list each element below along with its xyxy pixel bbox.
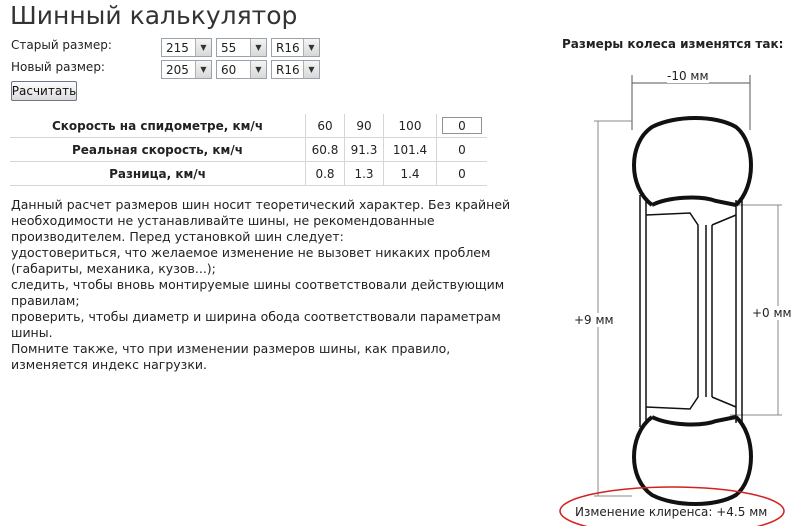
rim-change-label: +0 мм bbox=[752, 306, 792, 320]
diameter-change-label: +9 мм bbox=[574, 313, 614, 327]
width-dimension bbox=[632, 75, 750, 130]
diameter-dimension bbox=[594, 121, 632, 496]
new-profile-value: 60 bbox=[221, 62, 237, 77]
speed-table bbox=[10, 114, 487, 186]
rim-profile bbox=[640, 195, 742, 427]
new-width-value: 205 bbox=[166, 62, 189, 77]
chevron-down-icon: ▼ bbox=[195, 39, 211, 56]
clearance-change-label: Изменение клиренса: +4.5 мм bbox=[575, 505, 768, 519]
table-row bbox=[10, 138, 487, 162]
row-label: Скорость на спидометре, км/ч bbox=[10, 114, 306, 138]
table-row bbox=[10, 162, 487, 186]
chevron-down-icon: ▼ bbox=[250, 61, 266, 78]
new-size-label: Новый размер: bbox=[11, 60, 105, 74]
description-paragraph: Данный расчет размеров шин носит теоретический характер. Без крайней необходимости не устанавливайте шины, не рекомендованные производителем. Перед установкой шин следует: bbox=[11, 197, 511, 244]
description-text bbox=[11, 197, 511, 373]
table-cell: 91.3 bbox=[345, 138, 384, 162]
table-cell: 100 bbox=[384, 114, 437, 138]
old-size-label: Старый размер: bbox=[11, 38, 112, 52]
old-profile-value: 55 bbox=[221, 40, 237, 55]
table-cell: 0 bbox=[437, 162, 488, 186]
calculate-button[interactable]: Расчитать bbox=[11, 81, 77, 101]
chevron-down-icon: ▼ bbox=[303, 39, 319, 56]
description-paragraph: следить, чтобы вновь монтируемые шины соответствовали действующим правилам; bbox=[11, 277, 505, 308]
table-cell: 0.8 bbox=[306, 162, 345, 186]
old-profile-select[interactable] bbox=[216, 38, 267, 57]
row-label: Реальная скорость, км/ч bbox=[10, 138, 306, 162]
page-title: Шинный калькулятор bbox=[10, 1, 298, 30]
wheel-diagram bbox=[540, 55, 805, 526]
table-cell: 1.4 bbox=[384, 162, 437, 186]
table-cell: 60 bbox=[306, 114, 345, 138]
new-rim-value: R16 bbox=[276, 62, 300, 77]
old-rim-select[interactable] bbox=[271, 38, 320, 57]
table-cell: 0 bbox=[437, 138, 488, 162]
table-row bbox=[10, 114, 487, 138]
width-change-label: -10 мм bbox=[667, 69, 709, 83]
description-paragraph: Помните также, что при изменении размеров шины, как правило, изменяется индекс нагрузки. bbox=[11, 341, 451, 372]
old-rim-value: R16 bbox=[276, 40, 300, 55]
diagram-title: Размеры колеса изменятся так: bbox=[562, 37, 784, 51]
new-width-select[interactable] bbox=[161, 60, 212, 79]
row-label: Разница, км/ч bbox=[10, 162, 306, 186]
table-cell: 101.4 bbox=[384, 138, 437, 162]
old-width-value: 215 bbox=[166, 40, 189, 55]
chevron-down-icon: ▼ bbox=[250, 39, 266, 56]
description-paragraph: проверить, чтобы диаметр и ширина обода соответствовали параметрам шины. bbox=[11, 309, 501, 340]
table-cell: 90 bbox=[345, 114, 384, 138]
chevron-down-icon: ▼ bbox=[303, 61, 319, 78]
custom-speed-cell bbox=[437, 114, 488, 138]
chevron-down-icon: ▼ bbox=[195, 61, 211, 78]
new-rim-select[interactable] bbox=[271, 60, 320, 79]
table-cell: 1.3 bbox=[345, 162, 384, 186]
table-cell: 60.8 bbox=[306, 138, 345, 162]
custom-speed-input[interactable]: 0 bbox=[442, 117, 482, 134]
upper-tire bbox=[634, 118, 751, 205]
description-paragraph: удостовериться, что желаемое изменение не вызовет никаких проблем (габариты, механика, кузов...); bbox=[11, 245, 491, 276]
old-width-select[interactable] bbox=[161, 38, 212, 57]
new-profile-select[interactable] bbox=[216, 60, 267, 79]
